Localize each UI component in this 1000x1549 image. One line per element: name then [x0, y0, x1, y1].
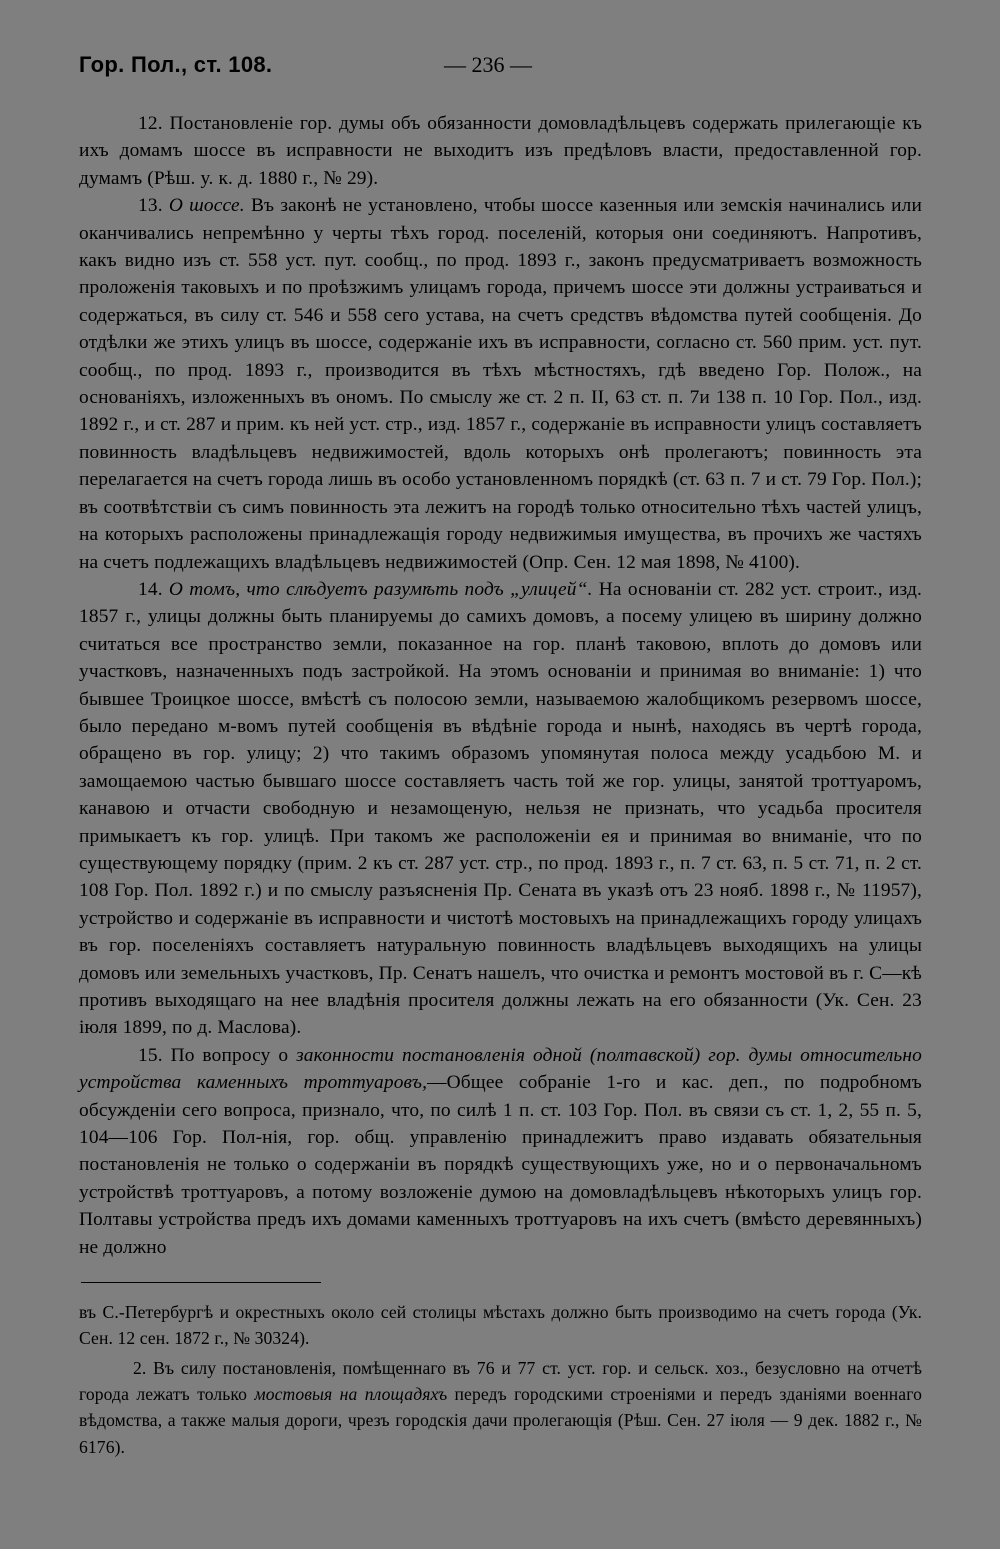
paragraph-13 [79, 192, 922, 576]
paragraph-title: О шоссе. [168, 195, 245, 217]
paragraph-text: 12. Постановленіе гор. думы объ обязанности домовладѣльцевъ содержать прилегающіе къ ихъ домамъ шоссе въ исправности не выходитъ изъ предѣловъ власти, предоставленной гор. думамъ (Рѣш. у. к. д. 1880 г., № 29). [79, 113, 922, 189]
paragraph-title: законности постановленія одной (полтавской) гор. думы относительно устройства каменныхъ троттуаровъ, [79, 1044, 923, 1094]
paragraph-15 [79, 1042, 922, 1261]
paragraph-12 [79, 110, 922, 192]
paragraph-text: Въ законѣ не установлено, чтобы шоссе казенныя или земскія начинались или оканчивались непремѣнно у черты тѣхъ город. поселеній, которыя они соединяютъ. Напротивъ, какъ видно изъ ст. 558 уст. пут. сообщ., по прод. 1893 г., законъ предусматриваетъ возможность проложенія таковыхъ и по проѣзжимъ улицамъ города, причемъ шоссе эти должны устраиваться и содержаться, въ силу ст. 546 и 558 сего устава, на счетъ средствъ вѣдомства путей сообщенія. До отдѣлки же этихъ улицъ въ шоссе, содержаніе ихъ въ исправности, согласно ст. 560 прим. уст. пут. сообщ., по прод. 1893 г., производится въ тѣхъ мѣстностяхъ, гдѣ введено Гор. Полож., на основаніяхъ, изложенныхъ въ ономъ. По смыслу же ст. 2 п. II, 63 ст. п. 7и 138 п. 10 Гор. Пол., изд. 1892 г., и ст. 287 и прим. къ ней уст. стр., изд. 1857 г., содержаніе въ исправности улицъ составляетъ повинность владѣльцевъ недвижимостей, вдоль которыхъ онѣ пролегаютъ; повинность эта перелагается на счетъ города лишь въ особо установленномъ порядкѣ (ст. 63 п. 7 и ст. 79 Гор. Пол.); въ соотвѣтствіи съ симъ повинность эта лежитъ на городѣ только относительно тѣхъ частей улицъ, на которыхъ расположены принадлежащія городу недвижимыя имущества, въ прочихъ же частяхъ на счетъ подлежащихъ владѣльцевъ недвижимостей (Опр. Сен. 12 мая 1898, № 4100). [79, 195, 923, 573]
paragraph-lead: По вопросу о [170, 1044, 297, 1066]
footnote-text: 2. Въ силу постановленія, помѣщеннаго въ 76 и 77 ст. уст. гор. и сельск. хоз., безусловно на отчетѣ города лежатъ только [79, 1357, 922, 1404]
running-title: Гор. Пол., ст. 108. [79, 52, 273, 77]
paragraph-text: —Общее собраніе 1-го и кас. деп., по подробномъ обсужденіи сего вопроса, признало, что, по силѣ 1 п. ст. 103 Гор. Пол. въ связи съ ст. 1, 2, 55 п. 5, 104—106 Гор. Пол-нія, гор. общ. управленію принадлежитъ право издавать обязательныя постановленія не только о содержаніи въ порядкѣ существующихъ уже, но и о первоначальномъ устройствѣ троттуаровъ, а потому возложеніе думою на домовладѣльцевъ нѣкоторыхъ улицъ гор. Полтавы устройства предъ ихъ домами каменныхъ троттуаровъ на ихъ счетъ (вмѣсто деревянныхъ) не должно [79, 1072, 922, 1258]
footnote-italic: мостовыя на площадяхъ [254, 1383, 448, 1404]
footnote-continuation [79, 1299, 922, 1352]
main-text [79, 110, 922, 1261]
footnote-divider [81, 1282, 321, 1283]
footnote-text: въ С.-Петербургѣ и окрестныхъ около сей столицы мѣстахъ должно быть производимо на счетъ города (Ук. Сен. 12 сен. 1872 г., № 30324). [79, 1302, 922, 1349]
paragraph-title: О томъ, что слѣдуетъ разумѣть подъ „улицей“. [168, 578, 593, 600]
paragraph-number: 13. [138, 195, 169, 217]
page-number: — 236 — [444, 52, 532, 77]
paragraph-14 [79, 576, 922, 1042]
footnote-2 [79, 1355, 922, 1460]
paragraph-number: 14. [138, 578, 169, 600]
paragraph-number: 15. [138, 1044, 171, 1066]
footnote-text: передъ городскими строеніями и передъ зданіями военнаго вѣдомства, а также малыя дороги, чрезъ городскія дачи пролегающія (Рѣш. Сен. 27 іюля — 9 дек. 1882 г., № 6176). [79, 1383, 922, 1457]
footnotes [79, 1299, 922, 1460]
page-header [79, 52, 922, 86]
paragraph-text: На основаніи ст. 282 уст. строит., изд. 1857 г., улицы должны быть планируемы до самихъ домовъ, а посему улицею въ ширину должно считаться все пространство земли, показанное на гор. планѣ таковою, вплоть до домовъ или участковъ, назначенныхъ подъ застройкой. На этомъ основаніи и принимая во вниманіе: 1) что бывшее Троицкое шоссе, вмѣстѣ съ полосою земли, называемою жалобщикомъ резервомъ шоссе, было передано м-вомъ путей сообщенія въ вѣдѣніе города и нынѣ, находясь въ чертѣ города, обращено въ гор. улицу; 2) что такимъ образомъ упомянутая полоса между усадьбою М. и замощаемою частью бывшаго шоссе составляетъ часть той же гор. улицы, занятой троттуаромъ, канавою и отчасти свободную и незамощеную, нельзя не признать, что усадьба просителя примыкаетъ къ гор. улицѣ. При такомъ же расположеніи ея и принимая во вниманіе, что по существующему порядку (прим. 2 къ ст. 287 уст. стр., по прод. 1893 г., п. 7 ст. 63, п. 5 ст. 71, п. 2 ст. 108 Гор. Пол. 1892 г.) и по смыслу разъясненія Пр. Сената въ указѣ отъ 23 нояб. 1898 г., № 11957), устройство и содержаніе въ исправности и чистотѣ мостовыхъ на принадлежащихъ городу улицахъ въ гор. поселеніяхъ составляетъ натуральную повинность владѣльцевъ выходящихъ на улицы домовъ или земельныхъ участковъ, Пр. Сенатъ нашелъ, что очистка и ремонтъ мостовой въ г. С—кѣ противъ выходящаго на нее владѣнія просителя должны лежать на его обязанности (Ук. Сен. 23 іюля 1899, по д. Маслова). [79, 578, 922, 1039]
